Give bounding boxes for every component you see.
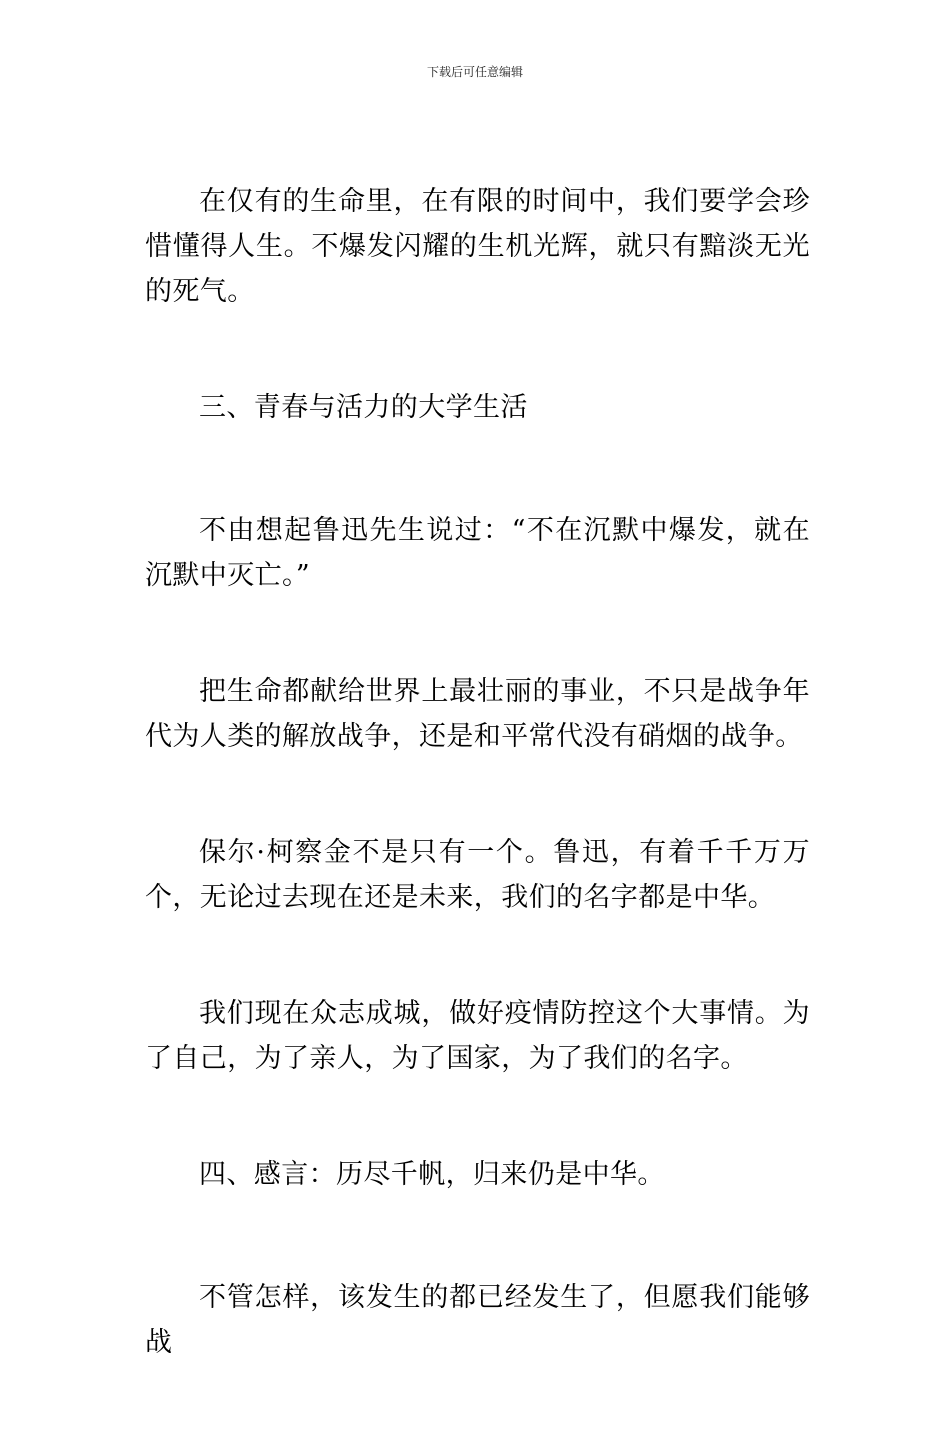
paragraph-dedicate-life: 把生命都献给世界上最壮丽的事业，不只是战争年代为人类的解放战争，还是和平常代没有硝烟的战争。 [145,676,810,752]
paragraph-final: 不管怎样，该发生的都已经发生了，但愿我们能够战 [145,1282,810,1358]
section-heading-university-life: 三、青春与活力的大学生活 [199,392,528,423]
paragraph-paul-korchagin: 保尔·柯察金不是只有一个。鲁迅，有着千千万万个，无论过去现在还是未来，我们的名字都是中华。 [145,837,810,913]
paragraph-cherish-life: 在仅有的生命里，在有限的时间中，我们要学会珍惜懂得人生。不爆发闪耀的生机光辉，就只有黯淡无光的死气。 [145,186,810,307]
paragraph-epidemic-control: 我们现在众志成城，做好疫情防控这个大事情。为了自己，为了亲人，为了国家，为了我们的名字。 [145,998,810,1074]
paragraph-luxun-quote: 不由想起鲁迅先生说过：“不在沉默中爆发，就在沉默中灭亡。” [145,515,810,591]
page-header: 下载后可任意编辑 [426,65,523,79]
document-body [145,179,810,1436]
section-heading-reflections: 四、感言：历尽千帆，归来仍是中华。 [199,1159,665,1190]
